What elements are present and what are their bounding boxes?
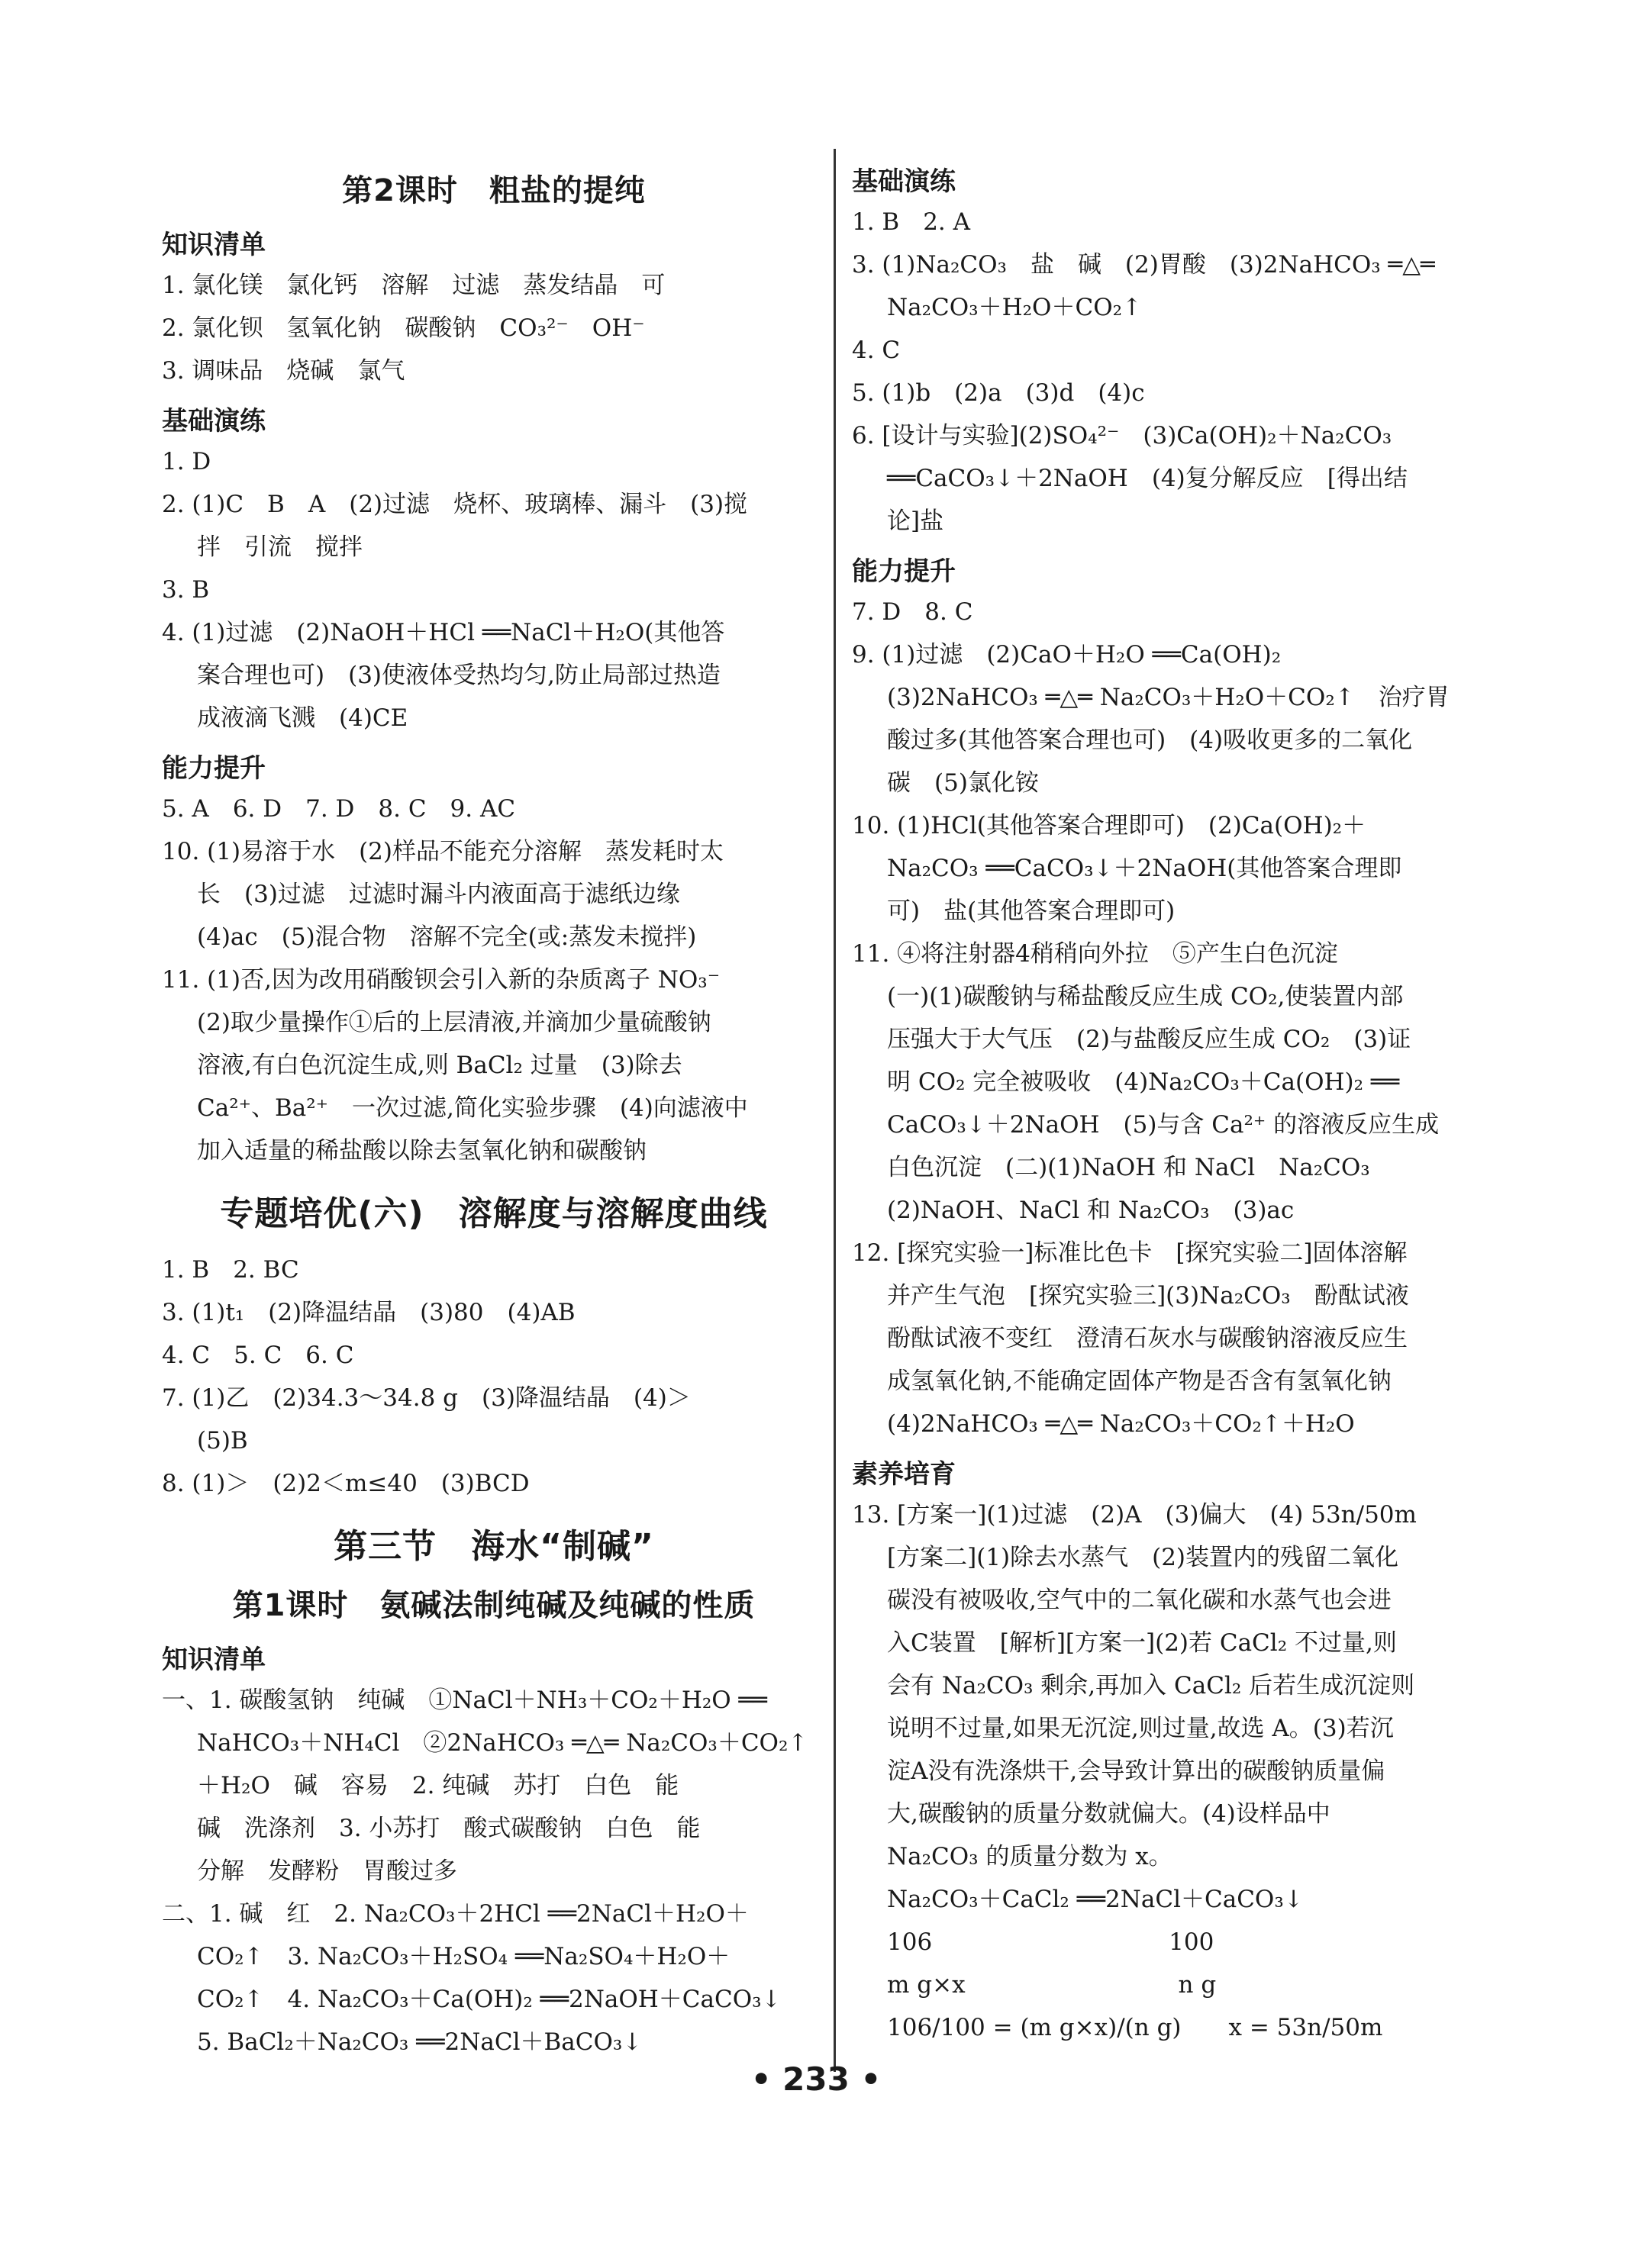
answer-line-continuation: Na₂CO₃＋CaCl₂ ══2NaCl＋CaCO₃↓ [887,1886,1304,1913]
answer-line-continuation: Na₂CO₃＋H₂O＋CO₂↑ [887,294,1143,321]
answer-line-continuation: 碱 洗涤剂 3. 小苏打 酸式碳酸钠 白色 能 [197,1815,701,1842]
answer-line-continuation: (5)B [197,1427,248,1455]
answer-line-continuation: (4)ac (5)混合物 溶解不完全(或:蒸发未搅拌) [197,923,697,951]
answer-line-continuation: 酚酞试液不变红 澄清石灰水与碳酸钠溶液反应生 [887,1325,1408,1352]
answer-line: 12. [探究实验一]标准比色卡 [探究实验二]固体溶解 [852,1239,1408,1267]
section-heading: 知识清单 [162,230,266,260]
answer-line-continuation: 案合理也可) (3)使液体受热均匀,防止局部过热造 [197,662,721,689]
section-title: 专题培优(六) 溶解度与溶解度曲线 [220,1194,768,1233]
answer-line-continuation: 106 100 [887,1928,1214,1956]
answer-line-continuation: 碳没有被吸收,空气中的二氧化碳和水蒸气也会进 [887,1587,1392,1614]
answer-line: 1. B 2. BC [162,1256,299,1284]
answer-line-continuation: Ca²⁺、Ba²⁺ 一次过滤,简化实验步骤 (4)向滤液中 [197,1094,748,1122]
answer-line-continuation: 淀A没有洗涤烘干,会导致计算出的碳酸钠质量偏 [887,1757,1385,1785]
answer-line-continuation: 并产生气泡 [探究实验三](3)Na₂CO₃ 酚酞试液 [887,1282,1409,1310]
answer-line: 2. (1)C B A (2)过滤 烧杯、玻璃棒、漏斗 (3)搅 [162,491,748,518]
answer-line-continuation: 入C装置 [解析][方案一](2)若 CaCl₂ 不过量,则 [887,1629,1397,1657]
answer-line-continuation: (2)取少量操作①后的上层清液,并滴加少量硫酸钠 [197,1009,711,1036]
answer-line: 2. 氯化钡 氢氧化钠 碳酸钠 CO₃²⁻ OH⁻ [162,314,645,342]
answer-line-continuation: 长 (3)过滤 过滤时漏斗内液面高于滤纸边缘 [197,881,680,908]
page-number: • 233 • [750,2060,882,2098]
section-heading: 能力提升 [162,753,266,784]
answer-line: 1. B 2. A [852,208,971,236]
answer-line-continuation: (2)NaOH、NaCl 和 Na₂CO₃ (3)ac [887,1197,1295,1224]
answer-line-continuation: 酸过多(其他答案合理也可) (4)吸收更多的二氧化 [887,726,1413,754]
answer-line: 3. B [162,576,210,604]
answer-line: 7. D 8. C [852,598,973,626]
answer-line-continuation: 加入适量的稀盐酸以除去氢氧化钠和碳酸钠 [197,1137,647,1165]
answer-line: 3. (1)Na₂CO₃ 盐 碱 (2)胃酸 (3)2NaHCO₃ ═△═ [852,251,1435,279]
answer-line: 一、1. 碳酸氢钠 纯碱 ①NaCl＋NH₃＋CO₂＋H₂O ══ [162,1687,767,1714]
answer-line: 11. ④将注射器4稍稍向外拉 ⑤产生白色沉淀 [852,940,1338,968]
answer-line-continuation: 明 CO₂ 完全被吸收 (4)Na₂CO₃＋Ca(OH)₂ ══ [887,1068,1400,1096]
answer-line: 3. (1)t₁ (2)降温结晶 (3)80 (4)AB [162,1299,576,1326]
answer-line-continuation: Na₂CO₃ ══CaCO₃↓＋2NaOH(其他答案合理即 [887,855,1402,882]
answer-line-continuation: 分解 发酵粉 胃酸过多 [197,1857,457,1885]
answer-line-continuation: 成液滴飞溅 (4)CE [197,704,408,732]
section-heading: 素养培育 [852,1459,956,1490]
answer-line: 5. (1)b (2)a (3)d (4)c [852,379,1145,407]
answer-line-continuation: 说明不过量,如果无沉淀,则过量,故选 A。(3)若沉 [887,1715,1394,1742]
answer-line: 5. A 6. D 7. D 8. C 9. AC [162,795,516,823]
section-heading: 能力提升 [852,556,956,587]
answer-line-continuation: 溶液,有白色沉淀生成,则 BaCl₂ 过量 (3)除去 [197,1052,682,1079]
answer-line-continuation: Na₂CO₃ 的质量分数为 x。 [887,1843,1172,1870]
answer-line-continuation: CaCO₃↓＋2NaOH (5)与含 Ca²⁺ 的溶液反应生成 [887,1111,1440,1139]
answer-line-continuation: 论]盐 [887,507,944,535]
answer-line-continuation: 大,碳酸钠的质量分数就偏大。(4)设样品中 [887,1800,1330,1828]
answer-line-continuation: (4)2NaHCO₃ ═△═ Na₂CO₃＋CO₂↑＋H₂O [887,1410,1355,1438]
answer-line-continuation: (3)2NaHCO₃ ═△═ Na₂CO₃＋H₂O＋CO₂↑ 治疗胃 [887,684,1450,711]
answer-line: 3. 调味品 烧碱 氯气 [162,357,405,385]
answer-line-continuation: 106/100 = (m g×x)/(n g) x = 53n/50m [887,2014,1383,2041]
answer-line: 10. (1)易溶于水 (2)样品不能充分溶解 蒸发耗时太 [162,838,724,865]
answer-line: 10. (1)HCl(其他答案合理即可) (2)Ca(OH)₂＋ [852,812,1366,839]
answer-line-continuation: 白色沉淀 (二)(1)NaOH 和 NaCl Na₂CO₃ [887,1154,1370,1181]
section-heading: 基础演练 [852,166,956,197]
answer-line: 8. (1)＞ (2)2＜m≤40 (3)BCD [162,1470,530,1497]
section-title: 第2课时 粗盐的提纯 [342,173,646,208]
answer-line-continuation: (一)(1)碳酸钠与稀盐酸反应生成 CO₂,使装置内部 [887,983,1404,1010]
answer-line-continuation: m g×x n g [887,1971,1217,1999]
answer-line-continuation: 成氢氧化钠,不能确定固体产物是否含有氢氧化钠 [887,1368,1392,1395]
answer-line: 4. (1)过滤 (2)NaOH＋HCl ══NaCl＋H₂O(其他答 [162,619,725,646]
answer-line-continuation: 碳 (5)氯化铵 [887,769,1039,797]
answer-line-continuation: 5. BaCl₂＋Na₂CO₃ ══2NaCl＋BaCO₃↓ [197,2028,643,2056]
answer-line: 二、1. 碱 红 2. Na₂CO₃＋2HCl ══2NaCl＋H₂O＋ [162,1900,749,1928]
section-title: 第三节 海水“制碱” [334,1527,654,1566]
answer-line-continuation: 压强大于大气压 (2)与盐酸反应生成 CO₂ (3)证 [887,1026,1411,1053]
answer-line-continuation: [方案二](1)除去水蒸气 (2)装置内的残留二氧化 [887,1544,1399,1571]
answer-line-continuation: ＋H₂O 碱 容易 2. 纯碱 苏打 白色 能 [197,1772,679,1799]
right-column [852,153,1485,2049]
column-divider [834,149,836,2072]
answer-line: 4. C [852,337,901,364]
section-heading: 知识清单 [162,1645,266,1675]
answer-line-continuation: 拌 引流 搅拌 [197,533,363,561]
answer-line: 6. [设计与实验](2)SO₄²⁻ (3)Ca(OH)₂＋Na₂CO₃ [852,422,1392,449]
answer-line-continuation: CO₂↑ 4. Na₂CO₃＋Ca(OH)₂ ══2NaOH＋CaCO₃↓ [197,1986,782,2013]
answer-line: 1. 氯化镁 氯化钙 溶解 过滤 蒸发结晶 可 [162,272,666,299]
answer-line-continuation: 会有 Na₂CO₃ 剩余,再加入 CaCl₂ 后若生成沉淀则 [887,1672,1415,1699]
answer-line: 1. D [162,448,211,475]
answer-line: 7. (1)乙 (2)34.3～34.8 g (3)降温结晶 (4)＞ [162,1384,691,1412]
answer-line-continuation: ══CaCO₃↓＋2NaOH (4)复分解反应 [得出结 [887,465,1408,492]
answer-line-continuation: CO₂↑ 3. Na₂CO₃＋H₂SO₄ ══Na₂SO₄＋H₂O＋ [197,1943,731,1970]
left-column [162,153,826,2063]
answer-line-continuation: NaHCO₃＋NH₄Cl ②2NaHCO₃ ═△═ Na₂CO₃＋CO₂↑ [197,1729,808,1757]
answer-line: 11. (1)否,因为改用硝酸钡会引入新的杂质离子 NO₃⁻ [162,966,721,994]
answer-line: 13. [方案一](1)过滤 (2)A (3)偏大 (4) 53n/50m [852,1501,1417,1529]
answer-line-continuation: 可) 盐(其他答案合理即可) [887,897,1176,925]
answer-line: 9. (1)过滤 (2)CaO＋H₂O ══Ca(OH)₂ [852,641,1282,668]
section-heading: 基础演练 [162,406,266,437]
section-title: 第1课时 氨碱法制纯碱及纯碱的性质 [232,1588,756,1623]
answer-line: 4. C 5. C 6. C [162,1342,354,1369]
